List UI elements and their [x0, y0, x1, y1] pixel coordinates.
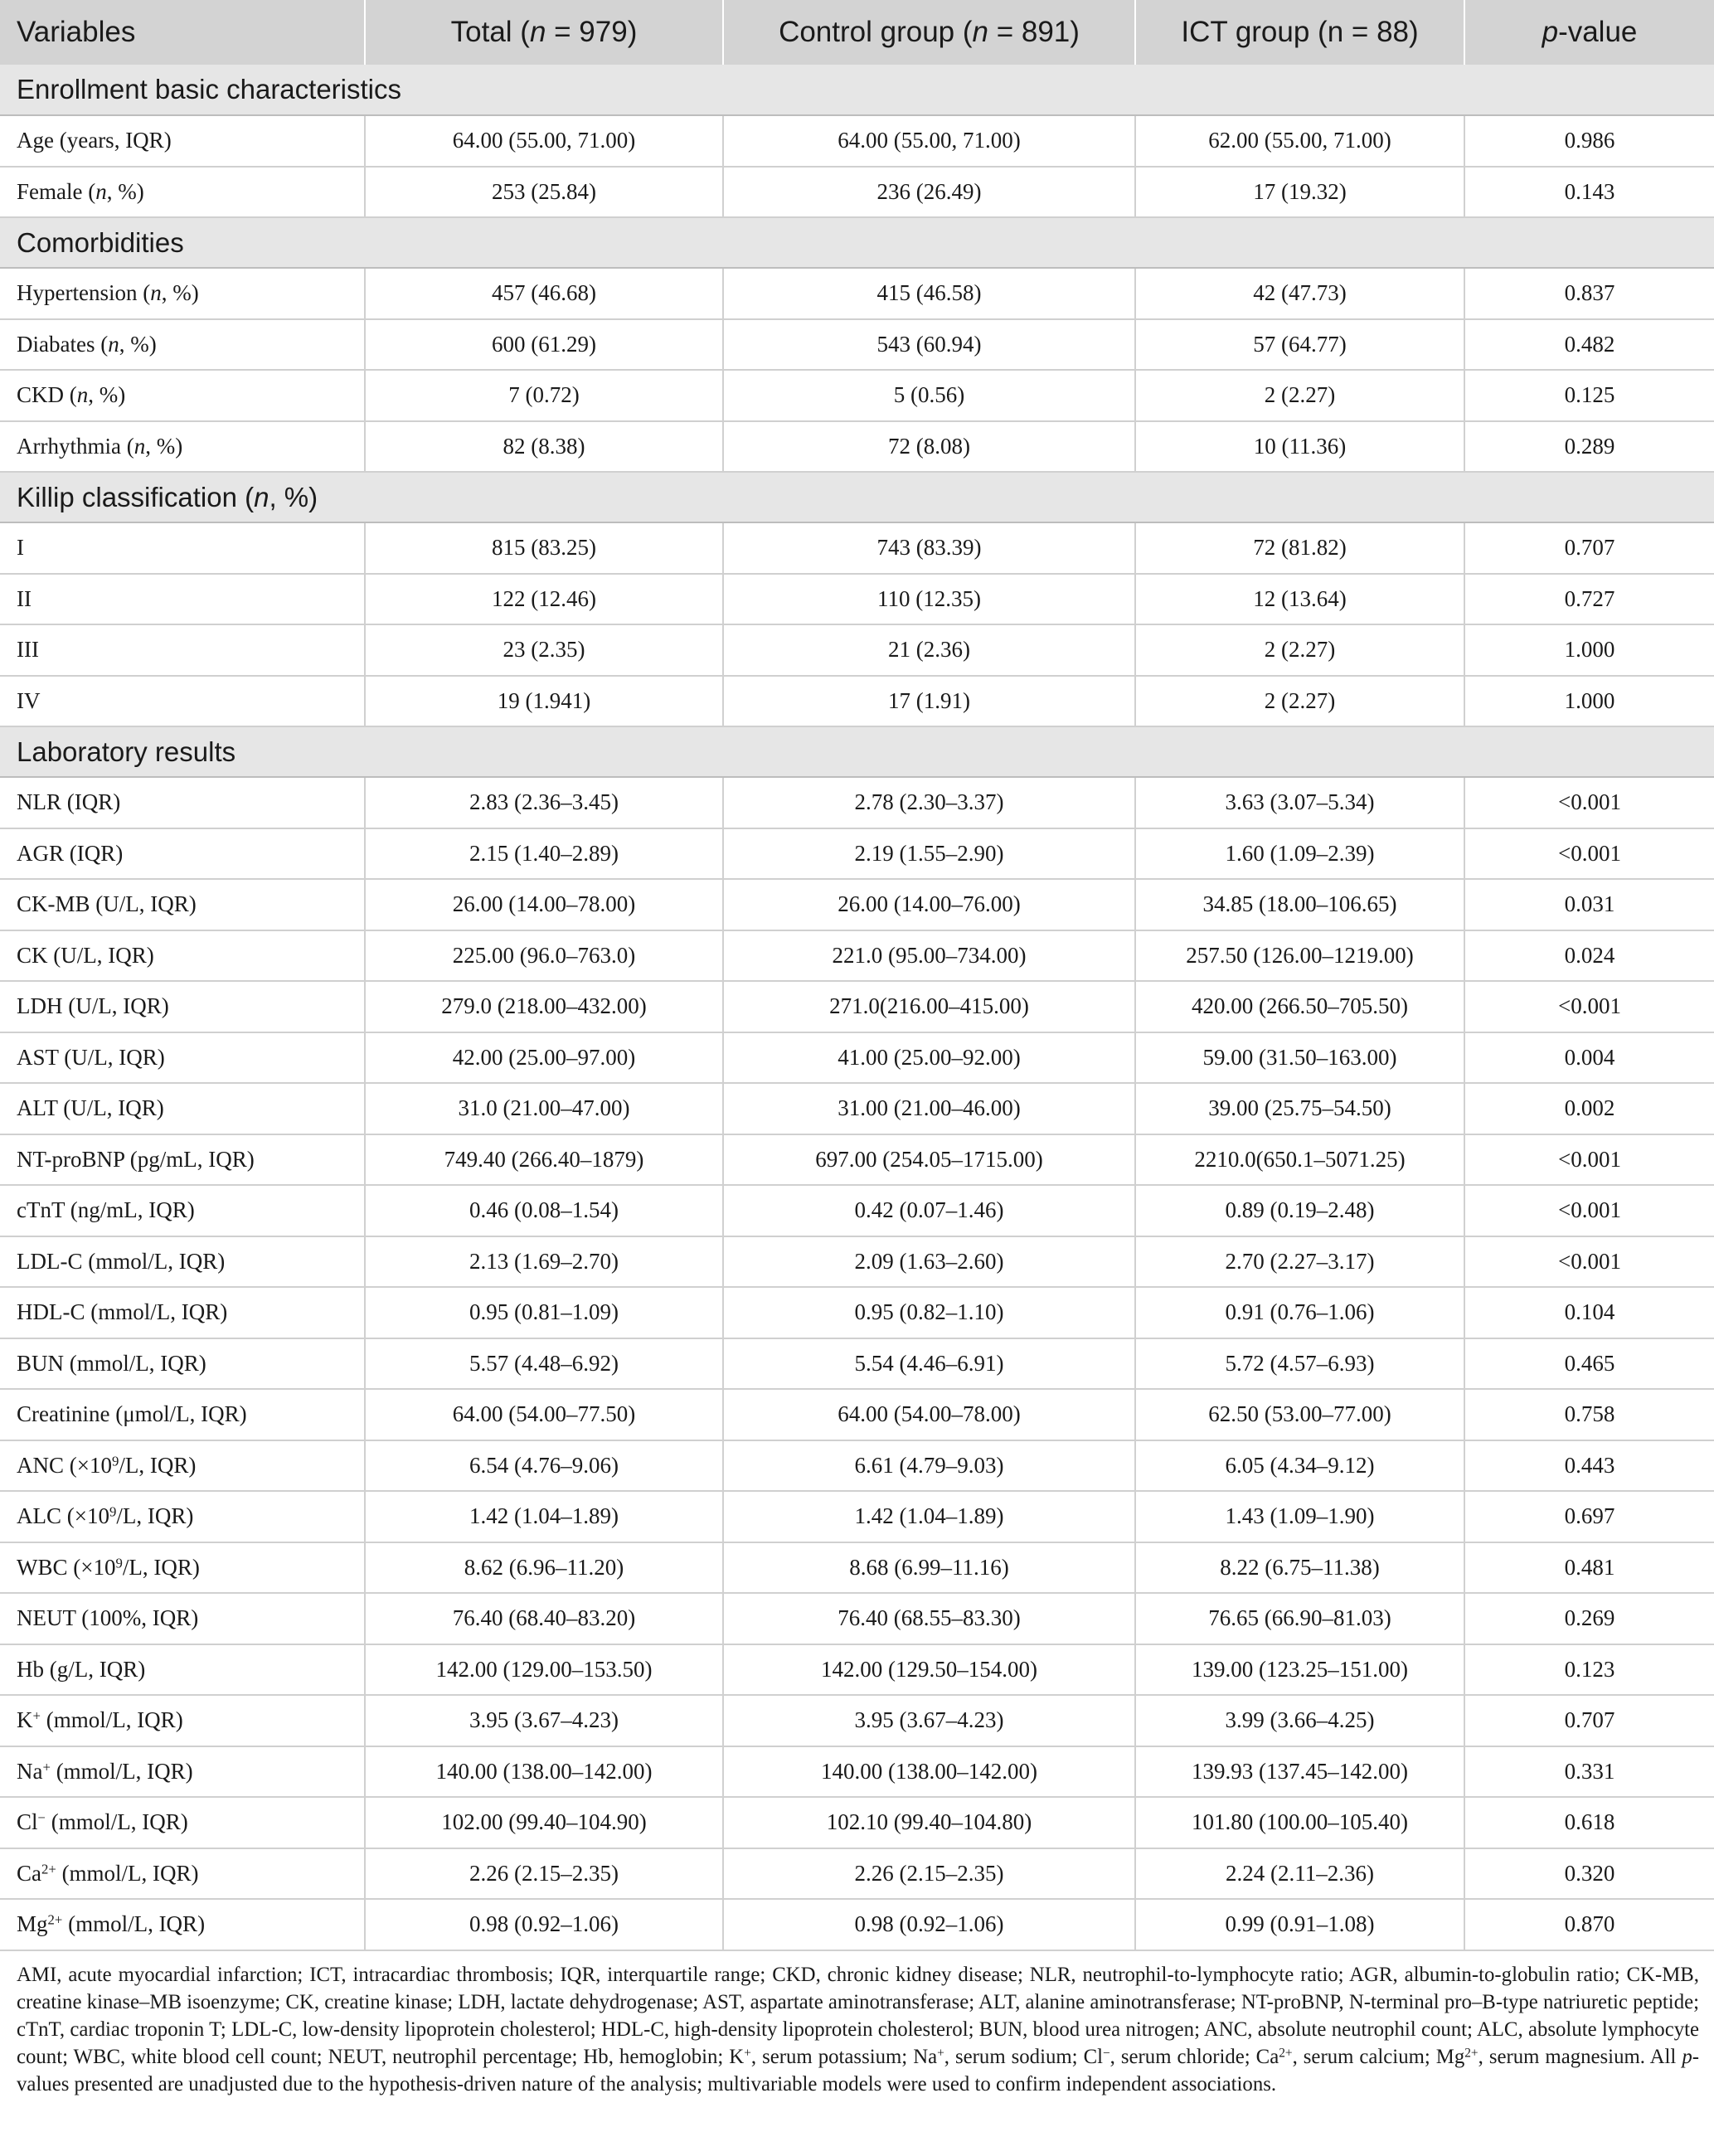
ict-cell: 2 (2.27)	[1135, 676, 1464, 727]
variable-cell: ANC ($\times 10^9/L$, IQR)	[0, 1440, 365, 1492]
total-cell: 140.00 (138.00–142.00)	[365, 1746, 723, 1798]
p-value-cell: 0.837	[1464, 268, 1714, 319]
table-row	[0, 1899, 1714, 1950]
variable-cell: NLR (IQR)	[0, 777, 365, 828]
table-row	[0, 1491, 1714, 1542]
total-cell: 6.54 (4.76–9.06)	[365, 1440, 723, 1492]
variable-cell: cTnT (ng/mL, IQR)	[0, 1185, 365, 1236]
table-row	[0, 1593, 1714, 1644]
variable-cell: Age (years, IQR)	[0, 115, 365, 167]
p-value-cell: 0.143	[1464, 167, 1714, 218]
total-cell: 815 (83.25)	[365, 522, 723, 574]
control-cell: 0.98 (0.92–1.06)	[723, 1899, 1135, 1950]
p-value-cell: 0.104	[1464, 1287, 1714, 1338]
variable-cell: $Mg^{2+}$ (mmol/L, IQR)	[0, 1899, 365, 1950]
section-header-row	[0, 217, 1714, 268]
section-title: Enrollment basic characteristics	[0, 65, 1714, 115]
table-row	[0, 1287, 1714, 1338]
p-value-cell: 0.870	[1464, 1899, 1714, 1950]
total-cell: 2.13 (1.69–2.70)	[365, 1236, 723, 1288]
ict-cell: 3.63 (3.07–5.34)	[1135, 777, 1464, 828]
p-value-cell: 1.000	[1464, 624, 1714, 676]
p-value-cell: 0.289	[1464, 421, 1714, 473]
p-value-cell: 0.697	[1464, 1491, 1714, 1542]
total-cell: 749.40 (266.40–1879)	[365, 1134, 723, 1186]
total-cell: 2.83 (2.36–3.45)	[365, 777, 723, 828]
ict-cell: 0.91 (0.76–1.06)	[1135, 1287, 1464, 1338]
control-cell: 102.10 (99.40–104.80)	[723, 1797, 1135, 1848]
ict-cell: 0.99 (0.91–1.08)	[1135, 1899, 1464, 1950]
ict-cell: 39.00 (25.75–54.50)	[1135, 1083, 1464, 1134]
section-header-row	[0, 726, 1714, 777]
table-row	[0, 1338, 1714, 1390]
total-cell: 253 (25.84)	[365, 167, 723, 218]
table-row	[0, 676, 1714, 727]
ict-cell: 76.65 (66.90–81.03)	[1135, 1593, 1464, 1644]
control-cell: 76.40 (68.55–83.30)	[723, 1593, 1135, 1644]
table-row	[0, 1389, 1714, 1440]
p-value-cell: 0.031	[1464, 879, 1714, 930]
variable-cell: III	[0, 624, 365, 676]
total-cell: 2.15 (1.40–2.89)	[365, 828, 723, 880]
ict-cell: 3.99 (3.66–4.25)	[1135, 1695, 1464, 1746]
variable-cell: WBC ($\times 10^9/L$, IQR)	[0, 1542, 365, 1594]
control-cell: 3.95 (3.67–4.23)	[723, 1695, 1135, 1746]
variable-cell: AGR (IQR)	[0, 828, 365, 880]
variable-cell: K+ (mmol/L, IQR)	[0, 1695, 365, 1746]
ict-cell: 12 (13.64)	[1135, 574, 1464, 625]
ict-cell: 42 (47.73)	[1135, 268, 1464, 319]
total-cell: 457 (46.68)	[365, 268, 723, 319]
ict-cell: 5.72 (4.57–6.93)	[1135, 1338, 1464, 1390]
variable-cell: ALT (U/L, IQR)	[0, 1083, 365, 1134]
total-cell: 1.42 (1.04–1.89)	[365, 1491, 723, 1542]
control-cell: 64.00 (54.00–78.00)	[723, 1389, 1135, 1440]
control-cell: 72 (8.08)	[723, 421, 1135, 473]
ict-cell: 72 (81.82)	[1135, 522, 1464, 574]
variable-cell: NEUT (100%, IQR)	[0, 1593, 365, 1644]
control-cell: 140.00 (138.00–142.00)	[723, 1746, 1135, 1798]
variable-cell: Na+ (mmol/L, IQR)	[0, 1746, 365, 1798]
ict-cell: 257.50 (126.00–1219.00)	[1135, 930, 1464, 982]
variable-cell: Female (n, %)	[0, 167, 365, 218]
ict-cell: 139.00 (123.25–151.00)	[1135, 1644, 1464, 1696]
p-value-cell: 0.443	[1464, 1440, 1714, 1492]
ict-cell: 1.43 (1.09–1.90)	[1135, 1491, 1464, 1542]
variable-cell: II	[0, 574, 365, 625]
table-row	[0, 421, 1714, 473]
table-row	[0, 1032, 1714, 1084]
control-cell: 142.00 (129.50–154.00)	[723, 1644, 1135, 1696]
ict-cell: 10 (11.36)	[1135, 421, 1464, 473]
table-row	[0, 1440, 1714, 1492]
total-cell: 64.00 (54.00–77.50)	[365, 1389, 723, 1440]
total-cell: 42.00 (25.00–97.00)	[365, 1032, 723, 1084]
ict-cell: 57 (64.77)	[1135, 319, 1464, 371]
p-value-cell: <0.001	[1464, 981, 1714, 1032]
table-row	[0, 1185, 1714, 1236]
table-row	[0, 167, 1714, 218]
section-header-row	[0, 472, 1714, 522]
ict-cell: 6.05 (4.34–9.12)	[1135, 1440, 1464, 1492]
total-cell: 0.95 (0.81–1.09)	[365, 1287, 723, 1338]
p-value-cell: <0.001	[1464, 1185, 1714, 1236]
control-cell: 31.00 (21.00–46.00)	[723, 1083, 1135, 1134]
table-row	[0, 115, 1714, 167]
control-cell: 26.00 (14.00–76.00)	[723, 879, 1135, 930]
control-cell: 2.19 (1.55–2.90)	[723, 828, 1135, 880]
ict-cell: 62.50 (53.00–77.00)	[1135, 1389, 1464, 1440]
total-cell: 2.26 (2.15–2.35)	[365, 1848, 723, 1900]
p-value-cell: <0.001	[1464, 777, 1714, 828]
table-row	[0, 1644, 1714, 1696]
control-cell: 0.42 (0.07–1.46)	[723, 1185, 1135, 1236]
header-variables: Variables	[0, 0, 365, 65]
control-cell: 743 (83.39)	[723, 522, 1135, 574]
table-row	[0, 268, 1714, 319]
ict-cell: 2 (2.27)	[1135, 370, 1464, 421]
table-row	[0, 370, 1714, 421]
p-value-cell: 0.269	[1464, 1593, 1714, 1644]
control-cell: 1.42 (1.04–1.89)	[723, 1491, 1135, 1542]
p-value-cell: 1.000	[1464, 676, 1714, 727]
total-cell: 76.40 (68.40–83.20)	[365, 1593, 723, 1644]
variable-cell: IV	[0, 676, 365, 727]
table-row	[0, 828, 1714, 880]
ict-cell: 2.24 (2.11–2.36)	[1135, 1848, 1464, 1900]
total-cell: 82 (8.38)	[365, 421, 723, 473]
table-row	[0, 624, 1714, 676]
p-value-cell: 0.618	[1464, 1797, 1714, 1848]
ict-cell: 2 (2.27)	[1135, 624, 1464, 676]
table-row	[0, 1695, 1714, 1746]
p-value-cell: 0.986	[1464, 115, 1714, 167]
control-cell: 110 (12.35)	[723, 574, 1135, 625]
total-cell: 23 (2.35)	[365, 624, 723, 676]
total-cell: 64.00 (55.00, 71.00)	[365, 115, 723, 167]
table-row	[0, 522, 1714, 574]
p-value-cell: 0.004	[1464, 1032, 1714, 1084]
total-cell: 0.46 (0.08–1.54)	[365, 1185, 723, 1236]
p-value-cell: 0.482	[1464, 319, 1714, 371]
table-row	[0, 930, 1714, 982]
table-row	[0, 1542, 1714, 1594]
control-cell: 236 (26.49)	[723, 167, 1135, 218]
table-row	[0, 1797, 1714, 1848]
p-value-cell: 0.465	[1464, 1338, 1714, 1390]
total-cell: 279.0 (218.00–432.00)	[365, 981, 723, 1032]
total-cell: 8.62 (6.96–11.20)	[365, 1542, 723, 1594]
ict-cell: 0.89 (0.19–2.48)	[1135, 1185, 1464, 1236]
p-value-cell: <0.001	[1464, 828, 1714, 880]
variable-cell: Diabates (n, %)	[0, 319, 365, 371]
total-cell: 0.98 (0.92–1.06)	[365, 1899, 723, 1950]
control-cell: 697.00 (254.05–1715.00)	[723, 1134, 1135, 1186]
control-cell: 0.95 (0.82–1.10)	[723, 1287, 1135, 1338]
ict-cell: 101.80 (100.00–105.40)	[1135, 1797, 1464, 1848]
variable-cell: LDH (U/L, IQR)	[0, 981, 365, 1032]
table-row	[0, 777, 1714, 828]
table-row	[0, 1083, 1714, 1134]
variable-cell: LDL-C (mmol/L, IQR)	[0, 1236, 365, 1288]
table-row	[0, 319, 1714, 371]
p-value-cell: 0.002	[1464, 1083, 1714, 1134]
total-cell: 19 (1.941)	[365, 676, 723, 727]
control-cell: 415 (46.58)	[723, 268, 1135, 319]
ict-cell: 420.00 (266.50–705.50)	[1135, 981, 1464, 1032]
table-row	[0, 574, 1714, 625]
variable-cell: AST (U/L, IQR)	[0, 1032, 365, 1084]
variable-cell: CK (U/L, IQR)	[0, 930, 365, 982]
header-p-value: p-value	[1542, 16, 1638, 48]
total-cell: 122 (12.46)	[365, 574, 723, 625]
ict-cell: 62.00 (55.00, 71.00)	[1135, 115, 1464, 167]
section-title: Killip classification (n, %)	[0, 472, 1714, 522]
p-value-cell: 0.125	[1464, 370, 1714, 421]
p-value-cell: 0.707	[1464, 522, 1714, 574]
control-cell: 8.68 (6.99–11.16)	[723, 1542, 1135, 1594]
ict-cell: 59.00 (31.50–163.00)	[1135, 1032, 1464, 1084]
control-cell: 41.00 (25.00–92.00)	[723, 1032, 1135, 1084]
variable-cell: CK-MB (U/L, IQR)	[0, 879, 365, 930]
total-cell: 225.00 (96.0–763.0)	[365, 930, 723, 982]
total-cell: 7 (0.72)	[365, 370, 723, 421]
variable-cell: NT-proBNP (pg/mL, IQR)	[0, 1134, 365, 1186]
total-cell: 600 (61.29)	[365, 319, 723, 371]
p-value-cell: <0.001	[1464, 1236, 1714, 1288]
ict-cell: 34.85 (18.00–106.65)	[1135, 879, 1464, 930]
header-ict-group: ICT group (n = 88)	[1135, 0, 1464, 65]
p-value-cell: 0.024	[1464, 930, 1714, 982]
table-footnote: AMI, acute myocardial infarction; ICT, intracardiac thrombosis; IQR, interquartile range; CKD, chronic kidney disease; NLR, neutrophil-to-lymphocyte ratio; AGR, albumin-to-globulin ratio; CK-MB, creatine kinase–MB isoenzyme; CK, creatine kinase; LDH, lactate dehydrogenase; AST, aspartate aminotransferase; ALT, alanine aminotransferase; NT-proBNP, N-terminal pro–B-type natriuretic peptide; cTnT, cardiac troponin T; LDL-C, low-density lipoprotein cholesterol; HDL-C, high-density lipoprotein cholesterol; BUN, blood urea nitrogen; ANC, absolute neutrophil count; ALC, absolute lymphocyte count; WBC, white blood cell count; NEUT, neutrophil percentage; Hb, hemoglobin; K+, serum potassium; Na+, serum sodium; Cl−, serum chloride; $Ca^{2+}$, serum calcium; $Mg^{2+}$, serum magnesium. All p-values presented are unadjusted due to the hypothesis-driven nature of the analysis; multivariable models were used to confirm independent associations.	[17, 1963, 1699, 2095]
variable-cell: HDL-C (mmol/L, IQR)	[0, 1287, 365, 1338]
header-control-group: Control group (n = 891)	[723, 0, 1135, 65]
table-row	[0, 1134, 1714, 1186]
control-cell: 2.09 (1.63–2.60)	[723, 1236, 1135, 1288]
header-total: Total (n = 979)	[365, 0, 723, 65]
table-row	[0, 1848, 1714, 1900]
variable-cell: $Ca^{2+}$ (mmol/L, IQR)	[0, 1848, 365, 1900]
control-cell: 221.0 (95.00–734.00)	[723, 930, 1135, 982]
p-value-cell: 0.727	[1464, 574, 1714, 625]
ict-cell: 17 (19.32)	[1135, 167, 1464, 218]
control-cell: 271.0(216.00–415.00)	[723, 981, 1135, 1032]
table-body	[0, 65, 1714, 1950]
p-value-cell: <0.001	[1464, 1134, 1714, 1186]
variable-cell: I	[0, 522, 365, 574]
variable-cell: Creatinine (μmol/L, IQR)	[0, 1389, 365, 1440]
table-row	[0, 1236, 1714, 1288]
p-value-cell: 0.320	[1464, 1848, 1714, 1900]
variable-cell: BUN (mmol/L, IQR)	[0, 1338, 365, 1390]
control-cell: 21 (2.36)	[723, 624, 1135, 676]
variable-cell: Hb (g/L, IQR)	[0, 1644, 365, 1696]
control-cell: 5 (0.56)	[723, 370, 1135, 421]
section-header-row	[0, 65, 1714, 115]
ict-cell: 8.22 (6.75–11.38)	[1135, 1542, 1464, 1594]
p-value-cell: 0.758	[1464, 1389, 1714, 1440]
variable-cell: Arrhythmia (n, %)	[0, 421, 365, 473]
total-cell: 142.00 (129.00–153.50)	[365, 1644, 723, 1696]
p-value-cell: 0.123	[1464, 1644, 1714, 1696]
table-row	[0, 981, 1714, 1032]
table-row	[0, 1746, 1714, 1798]
variable-cell: ALC ($\times 10^9/L$, IQR)	[0, 1491, 365, 1542]
total-cell: 31.0 (21.00–47.00)	[365, 1083, 723, 1134]
section-title: Comorbidities	[0, 217, 1714, 268]
control-cell: 17 (1.91)	[723, 676, 1135, 727]
ict-cell: 139.93 (137.45–142.00)	[1135, 1746, 1464, 1798]
section-title: Laboratory results	[0, 726, 1714, 777]
control-cell: 543 (60.94)	[723, 319, 1135, 371]
ict-cell: 2210.0(650.1–5071.25)	[1135, 1134, 1464, 1186]
control-cell: 2.78 (2.30–3.37)	[723, 777, 1135, 828]
control-cell: 64.00 (55.00, 71.00)	[723, 115, 1135, 167]
total-cell: 26.00 (14.00–78.00)	[365, 879, 723, 930]
table-row	[0, 879, 1714, 930]
ict-cell: 1.60 (1.09–2.39)	[1135, 828, 1464, 880]
p-value-cell: 0.707	[1464, 1695, 1714, 1746]
p-value-cell: 0.481	[1464, 1542, 1714, 1594]
p-value-cell: 0.331	[1464, 1746, 1714, 1798]
control-cell: 5.54 (4.46–6.91)	[723, 1338, 1135, 1390]
total-cell: 3.95 (3.67–4.23)	[365, 1695, 723, 1746]
total-cell: 5.57 (4.48–6.92)	[365, 1338, 723, 1390]
header-row	[0, 0, 1714, 65]
variable-cell: Cl− (mmol/L, IQR)	[0, 1797, 365, 1848]
ict-cell: 2.70 (2.27–3.17)	[1135, 1236, 1464, 1288]
variable-cell: Hypertension (n, %)	[0, 268, 365, 319]
total-cell: 102.00 (99.40–104.90)	[365, 1797, 723, 1848]
control-cell: 6.61 (4.79–9.03)	[723, 1440, 1135, 1492]
control-cell: 2.26 (2.15–2.35)	[723, 1848, 1135, 1900]
variable-cell: CKD (n, %)	[0, 370, 365, 421]
